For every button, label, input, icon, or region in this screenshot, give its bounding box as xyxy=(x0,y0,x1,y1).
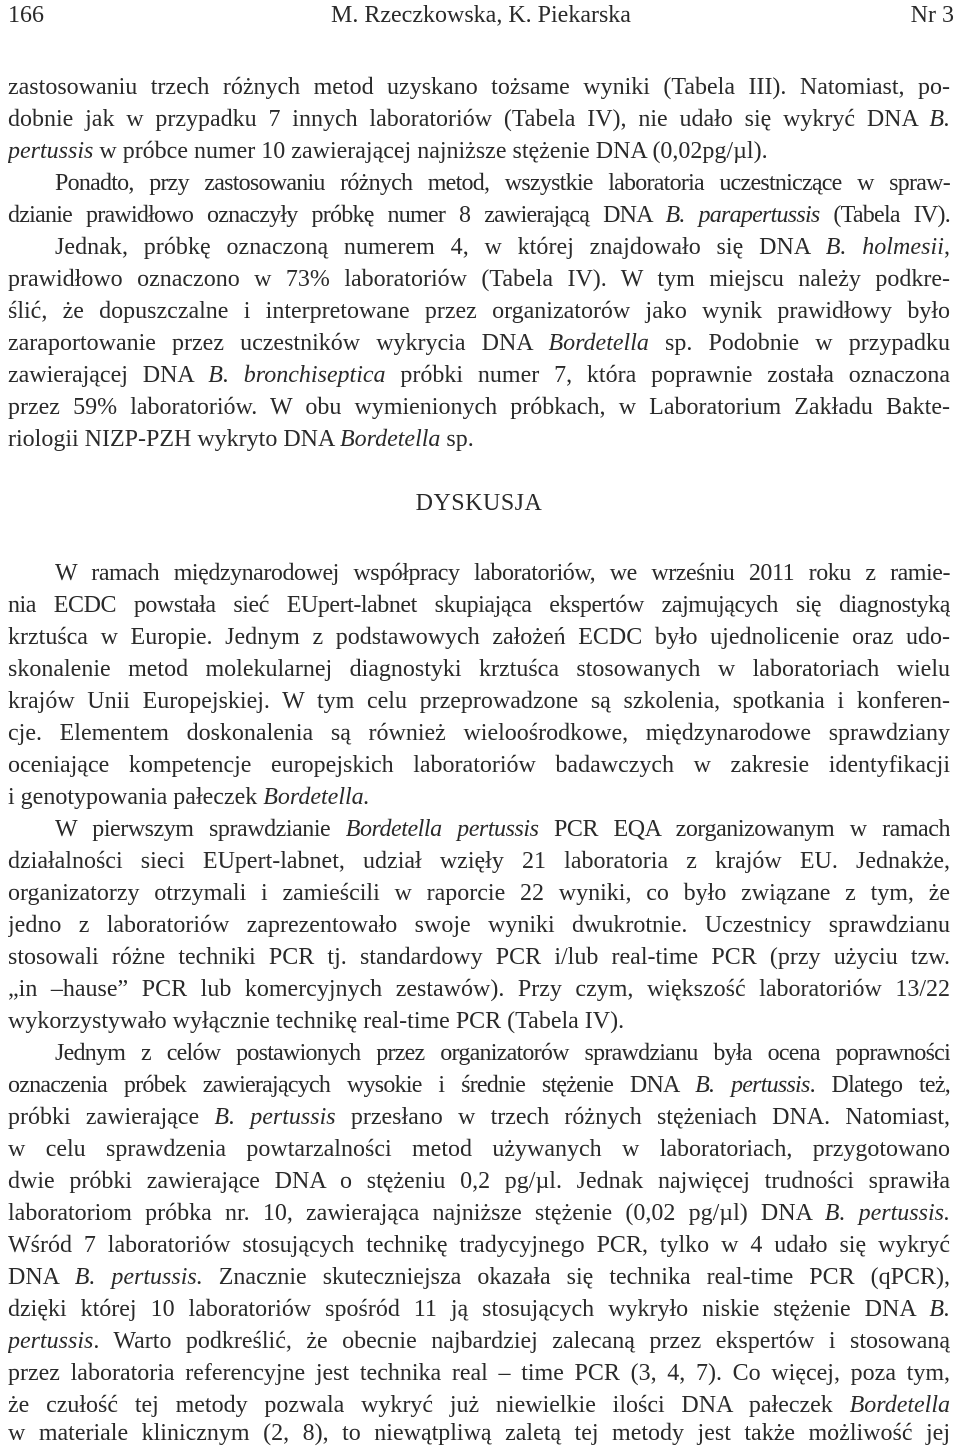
text-line: oznaczenia próbek zawierających wysokie i średnie stężenie DNA B. pertussis. Dlatego też, xyxy=(8,1072,950,1098)
text-line: jedno z laboratoriów zaprezentowało swoje wyniki dwukrotnie. Uczestnicy sprawdzianu xyxy=(8,912,950,938)
text-line: przez 59% laboratoriów. W obu wymienionych próbkach, w Laboratorium Zakładu Bakte- xyxy=(8,394,950,420)
text-line: organizatorzy otrzymali i zamieścili w raporcie 22 wyniki, co było związane z tym, że xyxy=(8,880,950,906)
text-line: Jednym z celów postawionych przez organizatorów sprawdzianu była ocena poprawności xyxy=(55,1040,950,1066)
text-line: Jednak, próbkę oznaczoną numerem 4, w której znajdowało się DNA B. holmesii, xyxy=(55,234,950,260)
text-line: W pierwszym sprawdzianie Bordetella pertussis PCR EQA zorganizowanym w ramach xyxy=(55,816,950,842)
text-line: laboratoriom próbka nr. 10, zawierająca najniższe stężenie (0,02 pg/µl) DNA B. pertussis. xyxy=(8,1200,950,1226)
text-line: skonalenie metod molekularnej diagnostyki krztuśca stosowanych w laboratoriach wielu xyxy=(8,656,950,682)
text-line: pertussis. Warto podkreślić, że obecnie najbardziej zalecaną przez ekspertów i stosowaną xyxy=(8,1328,950,1354)
text-line: krajów Unii Europejskiej. W tym celu przeprowadzone są szkolenia, spotkania i konferen- xyxy=(8,688,950,714)
text-line: Ponadto, przy zastosowaniu różnych metod, wszystkie laboratoria uczestniczące w spraw- xyxy=(55,170,950,196)
text-line: dzianie prawidłowo oznaczyły próbkę numer 8 zawierającą DNA B. parapertussis (Tabela IV). xyxy=(8,202,950,228)
text-line: działalności sieci EUpert-labnet, udział wzięły 21 laboratoria z krajów EU. Jednakże, xyxy=(8,848,950,874)
text-line: DNA B. pertussis. Znacznie skuteczniejsza okazała się technika real-time PCR (qPCR), xyxy=(8,1264,950,1290)
text-line: W ramach międzynarodowej współpracy laboratoriów, we wrześniu 2011 roku z ramie- xyxy=(55,560,950,586)
text-line: i genotypowania pałeczek Bordetella. xyxy=(8,784,370,810)
text-line: stosowali różne techniki PCR tj. standardowy PCR i/lub real-time PCR (przy użyciu tzw. xyxy=(8,944,950,970)
text-line: cje. Elementem doskonalenia są również wieloośrodkowe, międzynarodowe sprawdziany xyxy=(8,720,950,746)
text-line: przez laboratoria referencyjne jest technika real – time PCR (3, 4, 7). Co więcej, poza tym, xyxy=(8,1360,950,1386)
text-line: wykorzystywało wyłącznie technikę real-time PCR (Tabela IV). xyxy=(8,1008,625,1034)
text-line: nia ECDC powstała sieć EUpert-labnet skupiająca ekspertów zajmujących się diagnostyką xyxy=(8,592,950,618)
text-line: ślić, że dopuszczalne i interpretowane przez organizatorów jako wynik prawidłowy było xyxy=(8,298,950,324)
text-line: riologii NIZP-PZH wykryto DNA Bordetella sp. xyxy=(8,426,474,452)
text-line: w materiale klinicznym (2, 8), to niewątpliwą zaletą tej metody jest także możliwość jej xyxy=(8,1420,950,1446)
text-line: dzięki której 10 laboratoriów spośród 11 ją stosujących wykryło niskie stężenie DNA B. xyxy=(8,1296,950,1322)
page-number: 166 xyxy=(8,2,44,28)
text-line: prawidłowo oznaczono w 73% laboratoriów (Tabela IV). W tym miejscu należy podkre- xyxy=(8,266,950,292)
text-line: Wśród 7 laboratoriów stosujących technikę tradycyjnego PCR, tylko w 4 udało się wykryć xyxy=(8,1232,950,1258)
text-line: dobnie jak w przypadku 7 innych laboratoriów (Tabela IV), nie udało się wykryć DNA B. xyxy=(8,106,950,132)
section-heading: DYSKUSJA xyxy=(415,490,543,516)
text-line: zawierającej DNA B. bronchiseptica próbki numer 7, która poprawnie została oznaczona xyxy=(8,362,950,388)
running-header xyxy=(8,0,954,30)
text-line: oceniające kompetencje europejskich laboratoriów badawczych w zakresie identyfikacji xyxy=(8,752,950,778)
text-line: w celu sprawdzenia powtarzalności metod używanych w laboratoriach, przygotowano xyxy=(8,1136,950,1162)
text-line: „in –hause” PCR lub komercyjnych zestawów). Przy czym, większość laboratoriów 13/22 xyxy=(8,976,950,1002)
text-line: dwie próbki zawierające DNA o stężeniu 0,2 pg/µl. Jednak najwięcej trudności sprawiła xyxy=(8,1168,950,1194)
text-line: zastosowaniu trzech różnych metod uzyskano tożsame wyniki (Tabela III). Natomiast, po- xyxy=(8,74,950,100)
text-line: próbki zawierające B. pertussis przesłano w trzech różnych stężeniach DNA. Natomiast, xyxy=(8,1104,950,1130)
issue-number: Nr 3 xyxy=(910,2,954,28)
running-header-authors: M. Rzeczkowska, K. Piekarska xyxy=(331,2,631,28)
text-line: krztuśca w Europie. Jednym z podstawowych założeń ECDC było ujednolicenie oraz udo- xyxy=(8,624,950,650)
text-line: że czułość tej metody pozwala wykryć już niewielkie ilości DNA pałeczek Bordetella xyxy=(8,1392,950,1418)
text-line: zaraportowanie przez uczestników wykrycia DNA Bordetella sp. Podobnie w przypadku xyxy=(8,330,950,356)
text-line: pertussis w próbce numer 10 zawierającej najniższe stężenie DNA (0,02pg/µl). xyxy=(8,138,768,164)
